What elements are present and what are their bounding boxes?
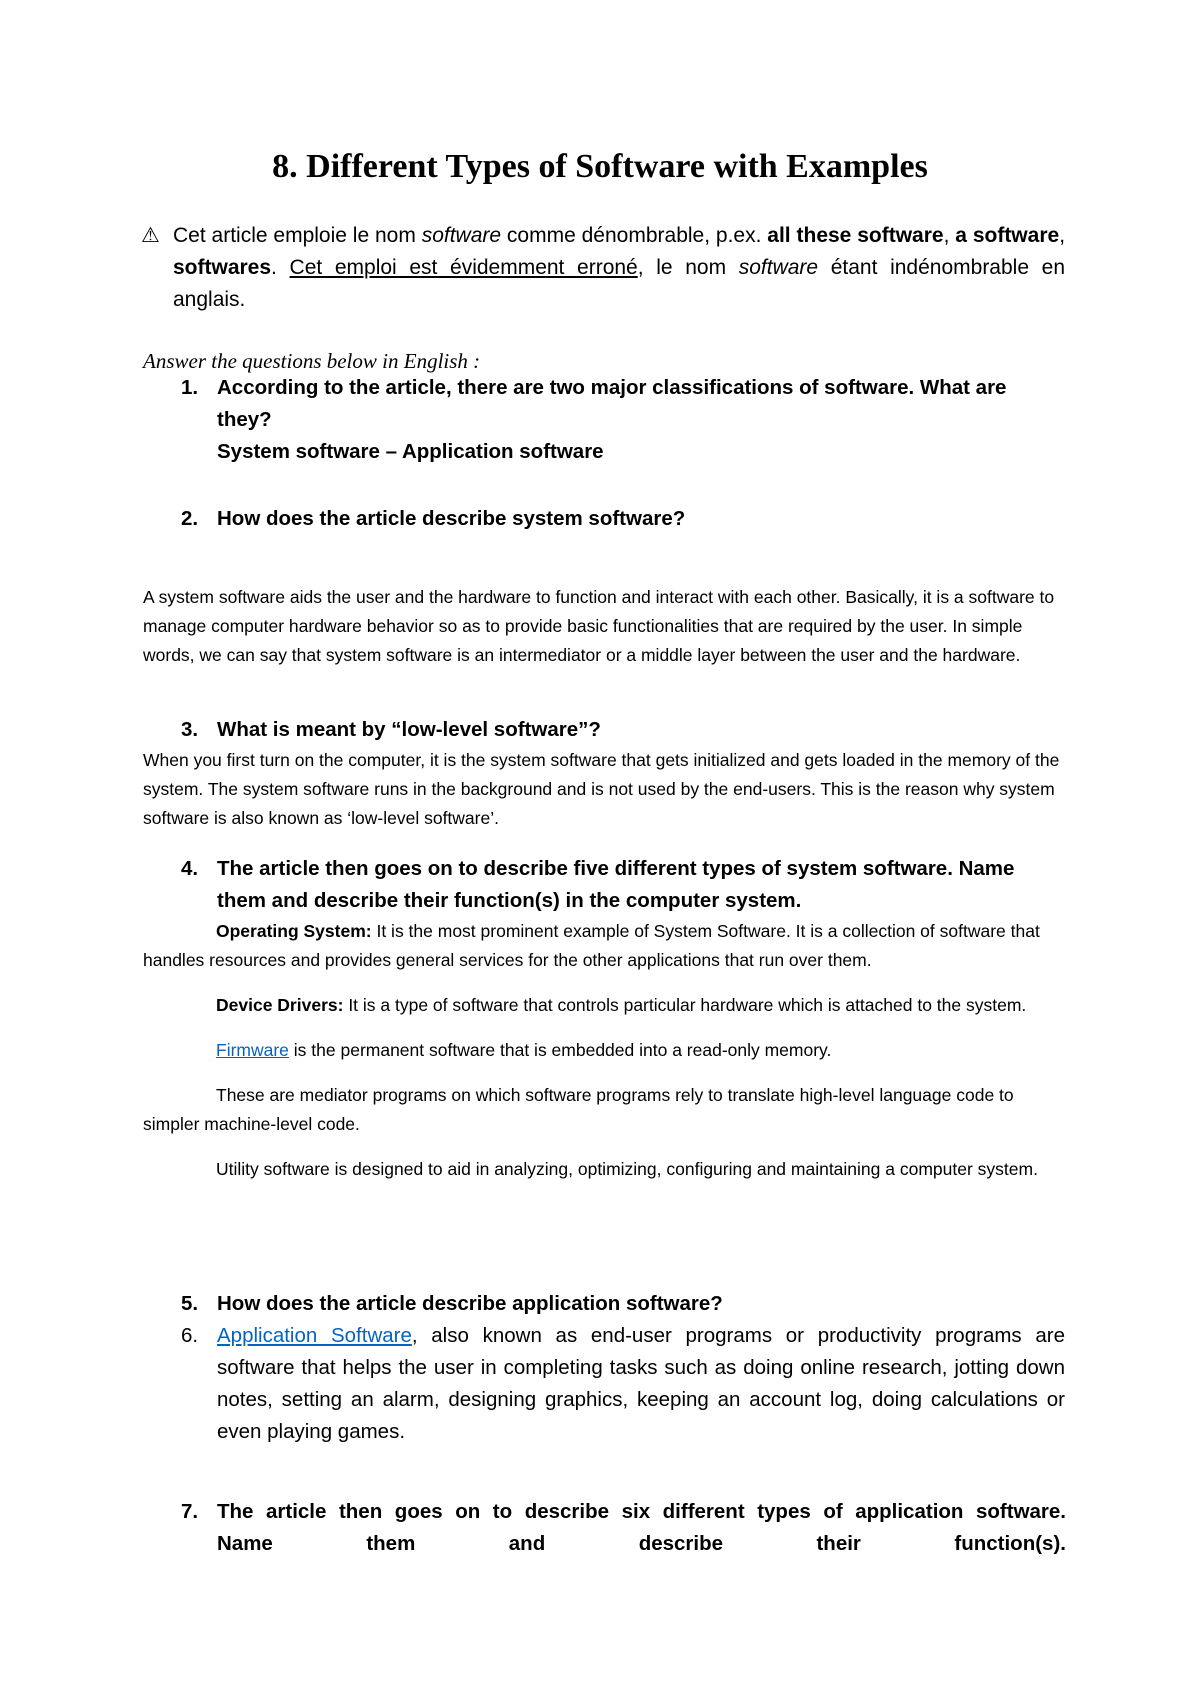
warning-triangle-icon: ⚠ [141, 224, 160, 247]
question-3: 3. What is meant by “low-level software”? [181, 718, 601, 741]
firmware-link[interactable]: Firmware [216, 1040, 289, 1060]
question-7: 7. The article then goes on to describe six different types of application software. Name them and describe their function(s). [181, 1496, 1066, 1560]
operating-system-paragraph: Operating System: It is the most prominent example of System Software. It is a collection of software that handles resources and provides general services for the other applications that run over them. [143, 921, 1040, 970]
page-title: 8. Different Types of Software with Examples [272, 148, 928, 185]
answer-1: System software – Application software [217, 440, 604, 463]
question-7-line-2: Name them and describe their function(s). [217, 1532, 1066, 1555]
answer-3: When you first turn on the computer, it is the system software that gets initialized and gets loaded in the memory of the system. The system software runs in the background and is not used by the end-users. This is the reason why system software is also known as ‘low-level software’. [143, 750, 1060, 828]
question-2: 2. How does the article describe system software? [181, 507, 686, 530]
warning-notice: ⚠ Cet article emploie le nom software comme dénombrable, p.ex. all these software, a software, softwares. Cet emploi est évidemment erroné, le nom software étant indénombrable en anglais. [141, 220, 1065, 316]
document-page: 8. Different Types of Software with Examples ⚠ Cet article emploie le nom software comme dénombrable, p.ex. all these software, a software, softwares. Cet emploi est évidemment erroné, le nom software étant indénombrable en anglais. Answer the questions below in English : 1. According to the article, there are two major classifications of software. What are they? System software – Application software 2. How does the article describe system software? A system software aids the user and the hardware to function and interact with each other. Basically, it is a software to manage computer hardware behavior so as to provide basic functionalities that are required by the user. In simple words, we can say that system software is an intermediator or a middle layer between the user and the hardware. 3. What is meant by “low-level software”? When you first turn on the computer, it is the system software that gets initialized and gets loaded in the memory of the system. The system software runs in the background and is not used by the end-users. This is the reason why system software is also known as ‘low-level software’. 4. The article then goes on to describe five different types of system software. Name them and describe their function(s) in the computer system. Operating System: It is the most prominent example of System Software. It is a collection of software that handles resources and provides general services for the other applications that run over them. Device Drivers: It is a type of software that controls particular hardware which is attached to the system. Firmware is the permanent software that is embedded into a read-only memory. These are mediator programs on which software programs rely to translate high-level language code to simpler machine-level code. Utility software is designed to aid in analyzing, optimizing, configuring and maintaining a computer system. 5. How does the article describe application software? 6. Application Software, also known as end-user programs or productivity programs are software that helps the user in completing tasks such as doing online research, jotting down notes, setting an alarm, designing graphics, keeping an account log, doing calculations or even playing games. 7. The article then goes on to describe six different types of application software. Name them and describe their function(s). [0, 0, 1200, 1698]
underlined-remark: Cet emploi est évidemment erroné [289, 256, 638, 279]
application-software-link[interactable]: Application Software [217, 1324, 412, 1347]
question-5: 5. How does the article describe application software? [181, 1292, 723, 1315]
instruction-text: Answer the questions below in English : [143, 349, 481, 373]
answer-2: A system software aids the user and the hardware to function and interact with each other. Basically, it is a software to manage computer hardware behavior so as to provide basic functionalities that are required by the user. In simple words, we can say that system software is an intermediator or a middle layer between the user and the hardware. [143, 587, 1055, 665]
application-software-paragraph: Application Software, also known as end-user programs or productivity programs are software that helps the user in completing tasks such as doing online research, jotting down notes, setting an alarm, designing graphics, keeping an account log, doing calculations or even playing games. [217, 1324, 1065, 1443]
firmware-paragraph: Firmware is the permanent software that is embedded into a read-only memory. [216, 1040, 832, 1060]
answer-4 [143, 917, 1065, 1184]
question-1: 1. According to the article, there are two major classifications of software. What are they? System software – Application software [181, 372, 1066, 468]
language-translator-paragraph: These are mediator programs on which software programs rely to translate high-level language code to simpler machine-level code. [143, 1085, 1014, 1134]
utility-software-paragraph: Utility software is designed to aid in analyzing, optimizing, configuring and maintaining a computer system. [216, 1159, 1038, 1179]
question-4: 4. The article then goes on to describe five different types of system software. Name them and describe their function(s) in the computer system. [181, 857, 1015, 912]
device-drivers-paragraph: Device Drivers: It is a type of software that controls particular hardware which is attached to the system. [216, 995, 1027, 1015]
